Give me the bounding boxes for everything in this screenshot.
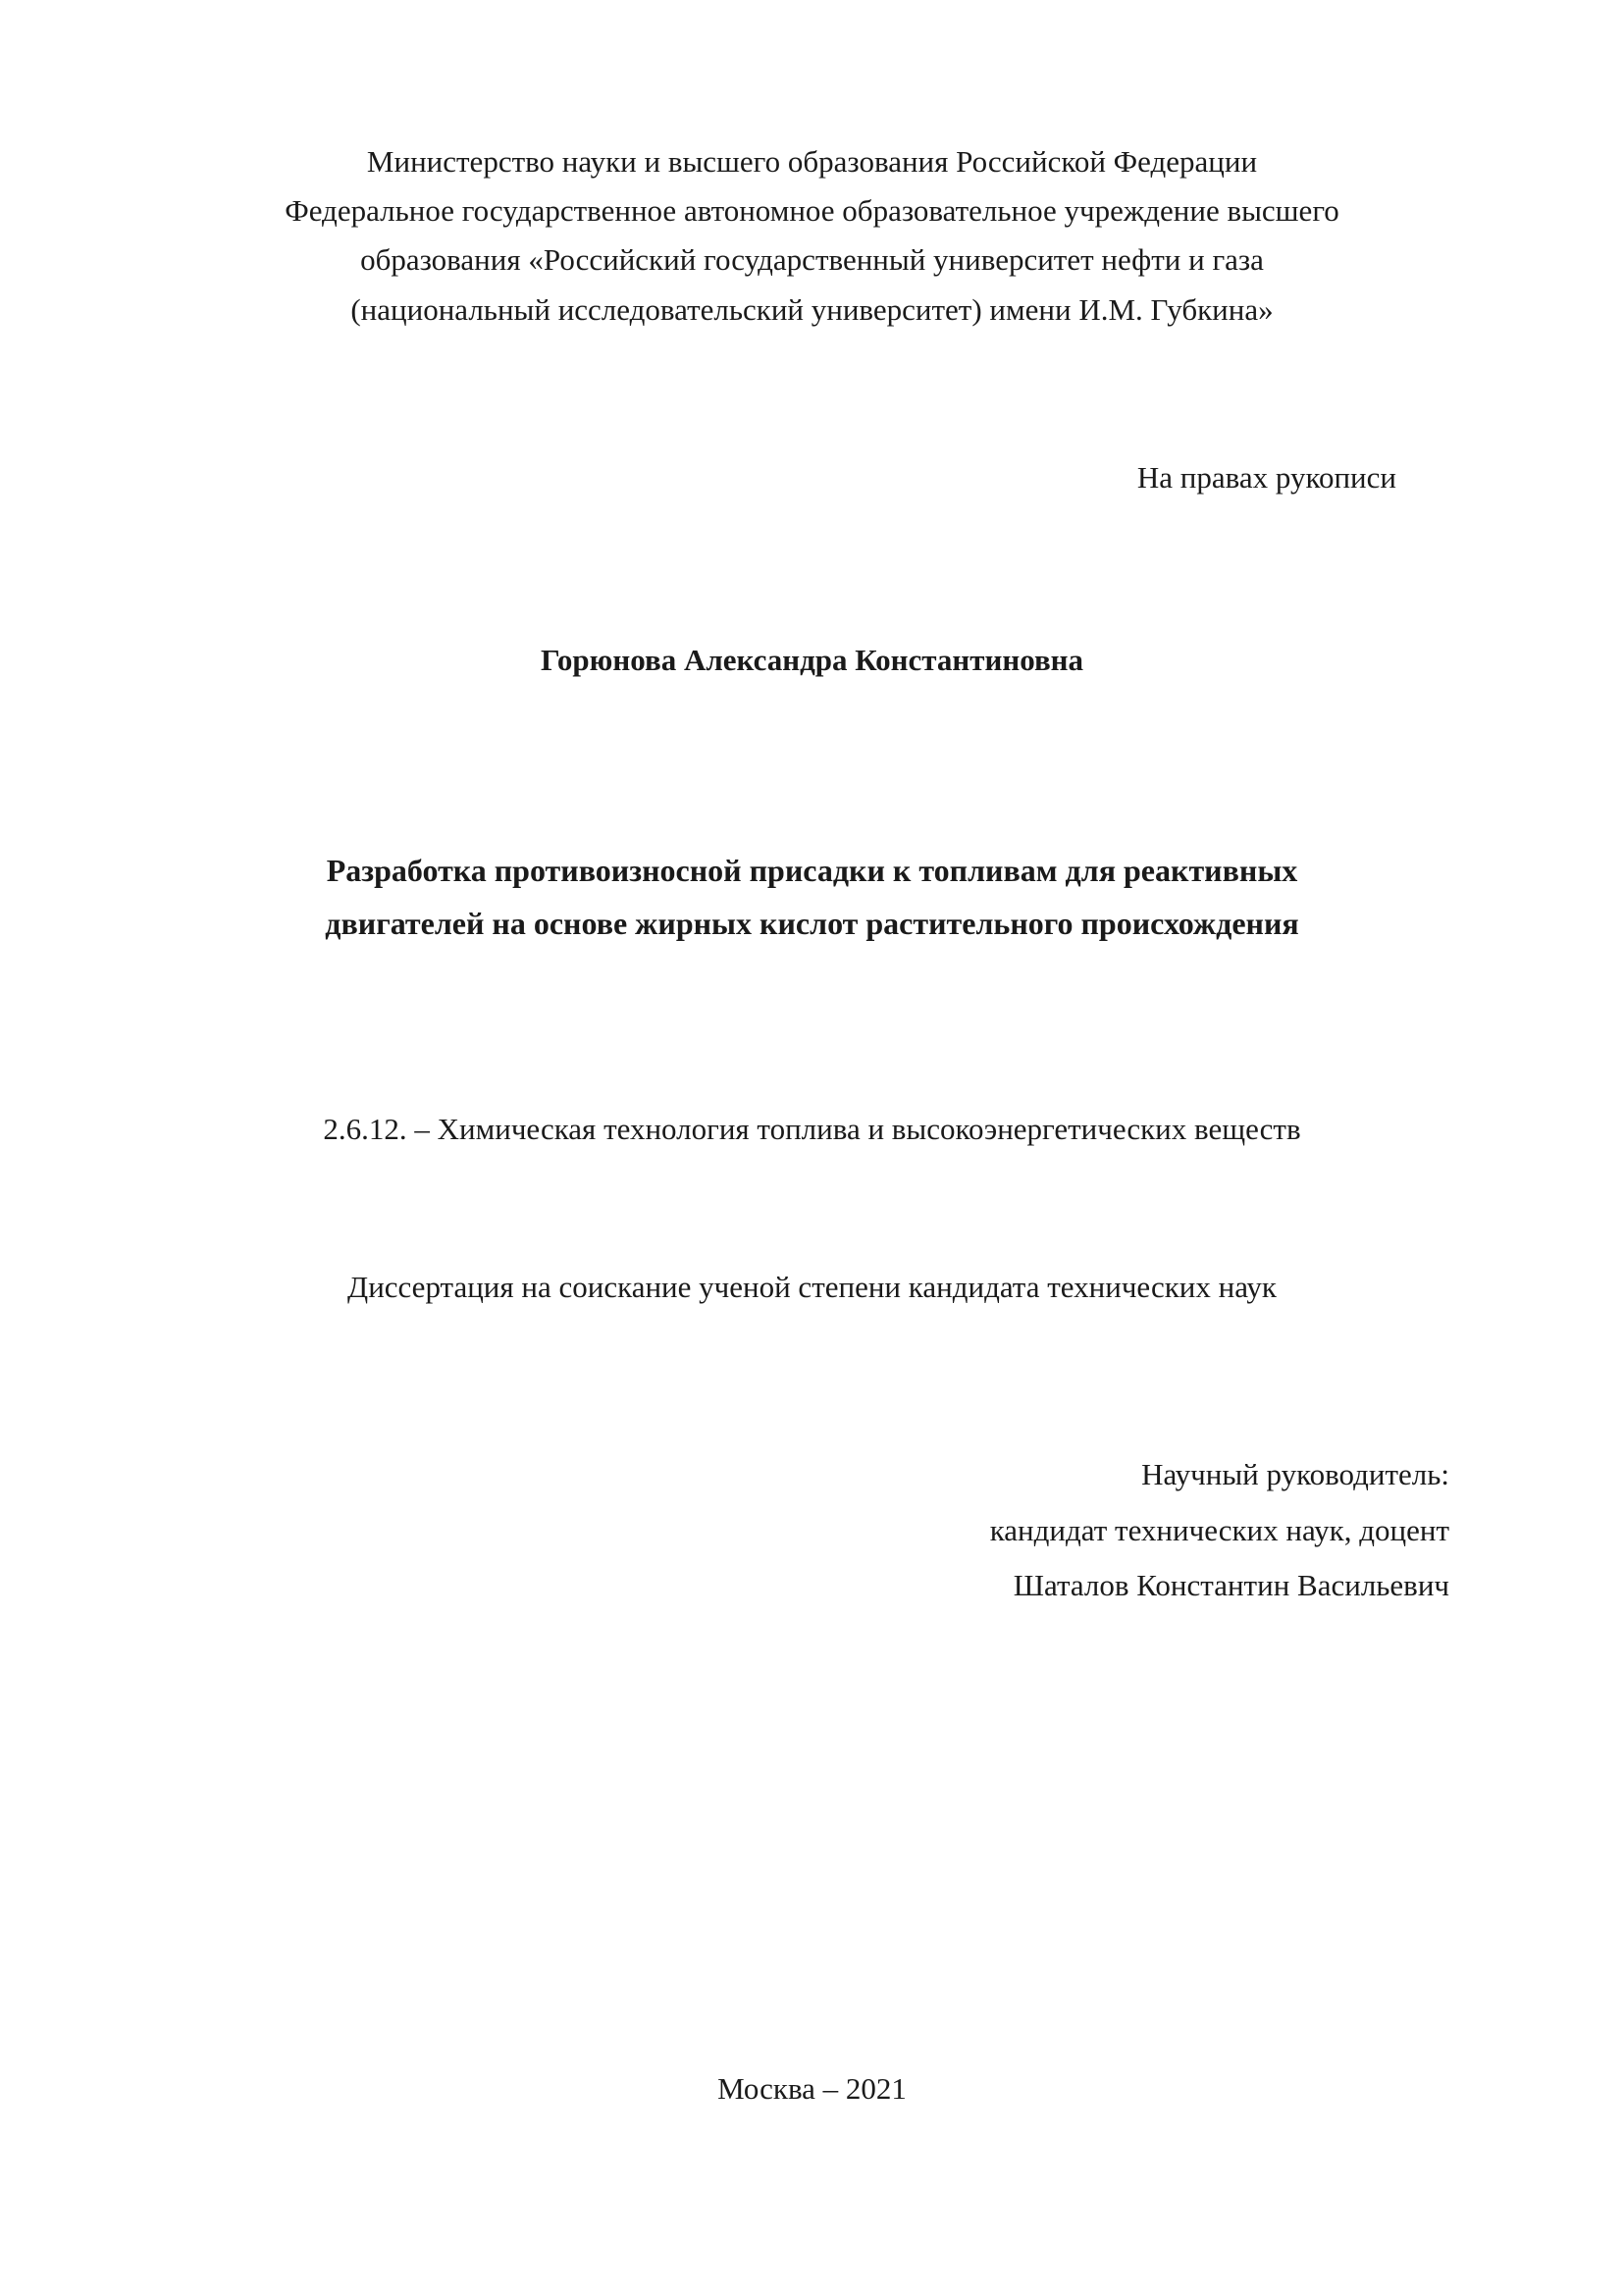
- title-line-1: Разработка противоизносной присадки к топливам для реактивных: [326, 852, 1298, 888]
- dissertation-title: [167, 845, 1457, 951]
- advisor-label: Научный руководитель:: [1141, 1457, 1449, 1492]
- organization-line-2: Федеральное государственное автономное образовательное учреждение высшего: [285, 193, 1339, 229]
- organization-block: [167, 137, 1457, 335]
- author-name: Горюнова Александра Константиновна: [540, 642, 1084, 677]
- manuscript-note: На правах рукописи: [1136, 459, 1396, 495]
- title-line-2: двигателей на основе жирных кислот растительного происхождения: [325, 905, 1299, 941]
- academic-advisor-block: [167, 1447, 1457, 1613]
- specialty-code: 2.6.12. – Химическая технология топлива и высокоэнергетических веществ: [323, 1112, 1301, 1147]
- advisor-rank: кандидат технических наук, доцент: [989, 1512, 1449, 1547]
- advisor-name: Шаталов Константин Васильевич: [1013, 1568, 1449, 1603]
- degree-statement: Диссертация на соискание ученой степени кандидата технических наук: [347, 1270, 1277, 1305]
- organization-line-1: Министерство науки и высшего образования Российской Федерации: [366, 144, 1258, 179]
- city-year: Москва – 2021: [717, 2071, 907, 2106]
- organization-line-4: (национальный исследовательский университет) имени И.М. Губкина»: [350, 291, 1274, 327]
- organization-line-3: образования «Российский государственный университет нефти и газа: [360, 242, 1264, 278]
